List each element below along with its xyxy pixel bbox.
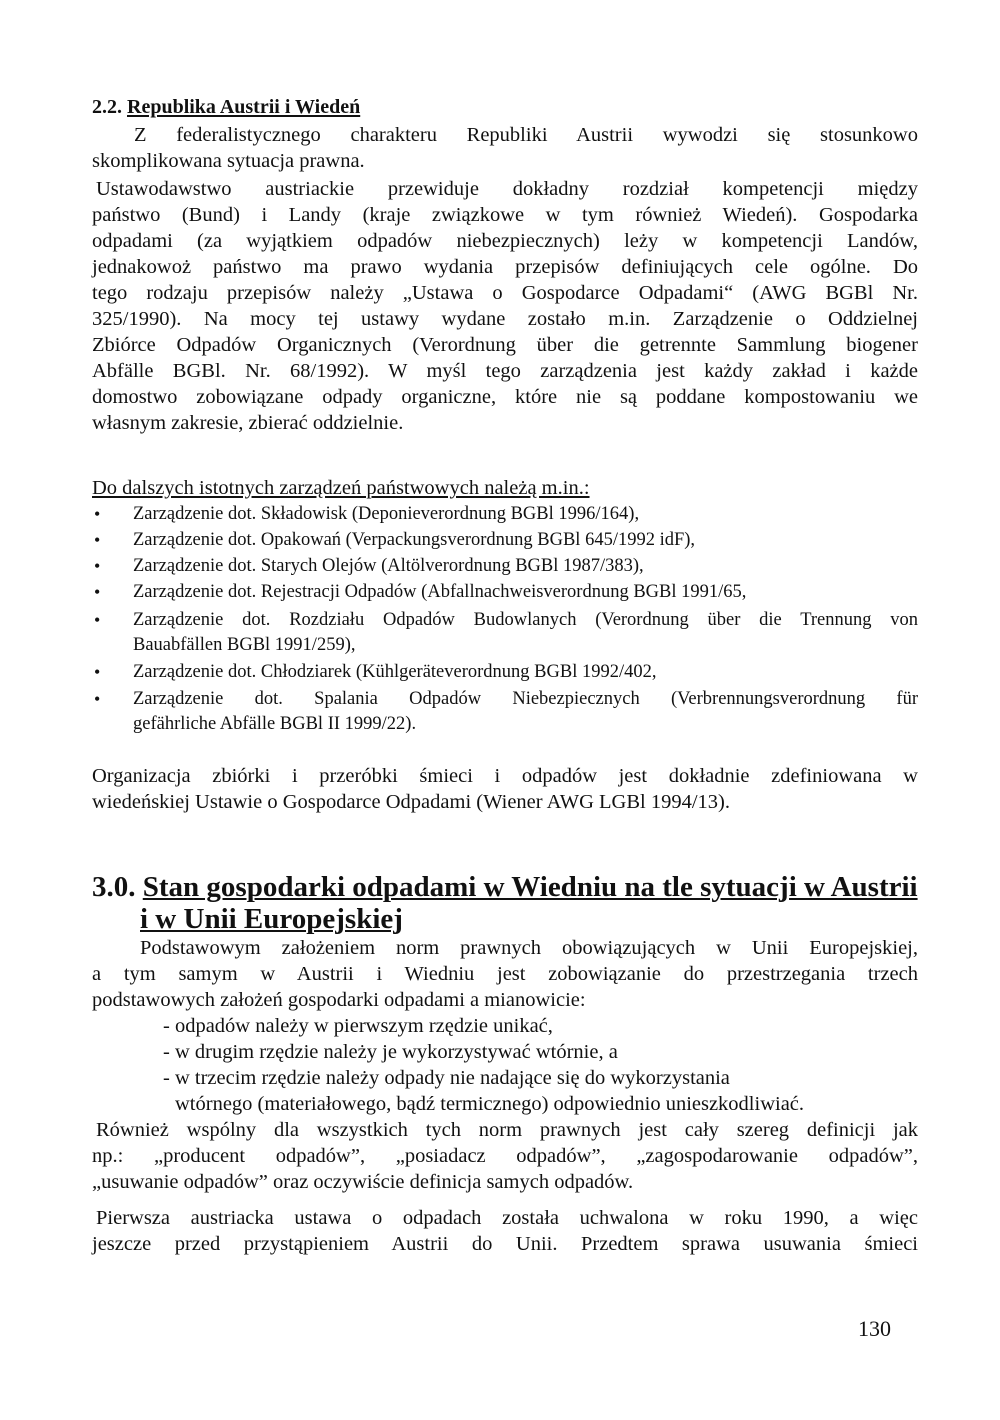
list-item: Zarządzenie dot. Rejestracji Odpadów (Abfallnachweisverordnung BGBl 1991/65, [133,582,747,602]
paragraph-line: państwo (Bund) i Landy (kraje związkowe w tym również Wiedeń). Gospodarka [92,204,918,226]
paragraph-line: jeszcze przed przystąpieniem Austrii do Unii. Przedtem sprawa usuwania śmieci [92,1233,918,1255]
paragraph-line: odpadami (za wyjątkiem odpadów niebezpiecznych) leży w kompetencji Landów, [92,230,918,252]
paragraph-line: Podstawowym założeniem norm prawnych obowiązujących w Unii Europejskiej, [140,937,918,959]
paragraph-line: Z federalistycznego charakteru Republiki Austrii wywodzi się stosunkowo [134,124,918,146]
bullet-icon: • [94,689,101,709]
paragraph-line: Pierwsza austriacka ustawa o odpadach została uchwalona w roku 1990, a więc [96,1207,918,1229]
list-item-continuation: Bauabfällen BGBl 1991/259), [133,635,356,655]
paragraph-line: np.: „producent odpadów”, „posiadacz odpadów”, „zagospodarowanie odpadów”, [92,1145,918,1167]
paragraph-line: domostwo zobowiązane odpady organiczne, które nie są poddane kompostowaniu we [92,386,918,408]
principle-item: - w drugim rzędzie należy je wykorzystywać wtórnie, a [163,1041,618,1063]
paragraph-line: wiedeńskiej Ustawie o Gospodarce Odpadami (Wiener AWG LGBl 1994/13). [92,791,730,813]
section-2-2-heading [92,95,918,120]
bullet-icon: • [94,610,101,630]
principle-item-continuation: wtórnego (materiałowego, bądź termicznego) odpowiednio unieszkodliwiać. [175,1093,805,1115]
paragraph-line: Zbiórce Odpadów Organicznych (Verordnung über die getrennte Sammlung biogener [92,334,918,356]
paragraph-line: jednakowoż państwo ma prawo wydania przepisów definiujących cele ogólne. Do [92,256,918,278]
bullet-icon: • [94,556,101,576]
page-number: 130 [858,1316,891,1341]
bullet-icon: • [94,504,101,524]
paragraph-line: „usuwanie odpadów” oraz oczywiście definicja samych odpadów. [92,1171,634,1193]
principle-item: - w trzecim rzędzie należy odpady nie nadające się do wykorzystania [163,1067,730,1089]
paragraph-line: Ustawodawstwo austriackie przewiduje dokładny rozdział kompetencji między [96,178,918,200]
bullet-icon: • [94,530,101,550]
bullet-icon: • [94,582,101,602]
paragraph-line: Abfälle BGBl. Nr. 68/1992). W myśl tego zarządzenia jest każdy zakład i każde [92,360,918,382]
section-number: 2.2. [92,96,122,118]
paragraph-line: Organizacja zbiórki i przeróbki śmieci i odpadów jest dokładnie zdefiniowana w [92,765,918,787]
section-title: Republika Austrii i Wiedeń [127,96,361,118]
paragraph-line: tego rodzaju przepisów należy „Ustawa o Gospodarce Odpadami“ (AWG BGBl Nr. [92,282,918,304]
regulations-heading: Do dalszych istotnych zarządzeń państwowych należą m.in.: [92,477,590,499]
section-number: 3.0. [92,871,136,903]
paragraph-line: Również wspólny dla wszystkich tych norm prawnych jest cały szereg definicji jak [96,1119,918,1141]
list-item-continuation: gefährliche Abfälle BGBl II 1999/22). [133,714,417,734]
list-item: Zarządzenie dot. Starych Olejów (Altölverordnung BGBl 1987/383), [133,556,644,576]
list-item: Zarządzenie dot. Rozdziału Odpadów Budowlanych (Verordnung über die Trennung von [133,610,918,630]
section-3-0-heading [92,870,918,904]
list-item: Zarządzenie dot. Opakowań (Verpackungsverordnung BGBl 645/1992 idF), [133,530,696,550]
list-item: Zarządzenie dot. Składowisk (Deponieverordnung BGBl 1996/164), [133,504,640,524]
paragraph-line: skomplikowana sytuacja prawna. [92,150,365,172]
paragraph-line: 325/1990). Na mocy tej ustawy wydane zostało m.in. Zarządzenie o Oddzielnej [92,308,918,330]
principle-item: - odpadów należy w pierwszym rzędzie unikać, [163,1015,553,1037]
bullet-icon: • [94,662,101,682]
section-title-line1: Stan gospodarki odpadami w Wiedniu na tle sytuacji w Austrii [142,871,918,903]
list-item: Zarządzenie dot. Spalania Odpadów Niebezpiecznych (Verbrennungsverordnung für [133,689,918,709]
paragraph-line: własnym zakresie, zbierać oddzielnie. [92,412,404,434]
paragraph-line: podstawowych założeń gospodarki odpadami a mianowicie: [92,989,586,1011]
section-title-line2: i w Unii Europejskiej [140,903,403,935]
list-item: Zarządzenie dot. Chłodziarek (Kühlgeräteverordnung BGBl 1992/402, [133,662,657,682]
paragraph-line: a tym samym w Austrii i Wiedniu jest zobowiązanie do przestrzegania trzech [92,963,918,985]
section-3-0-heading-continued [140,902,918,936]
